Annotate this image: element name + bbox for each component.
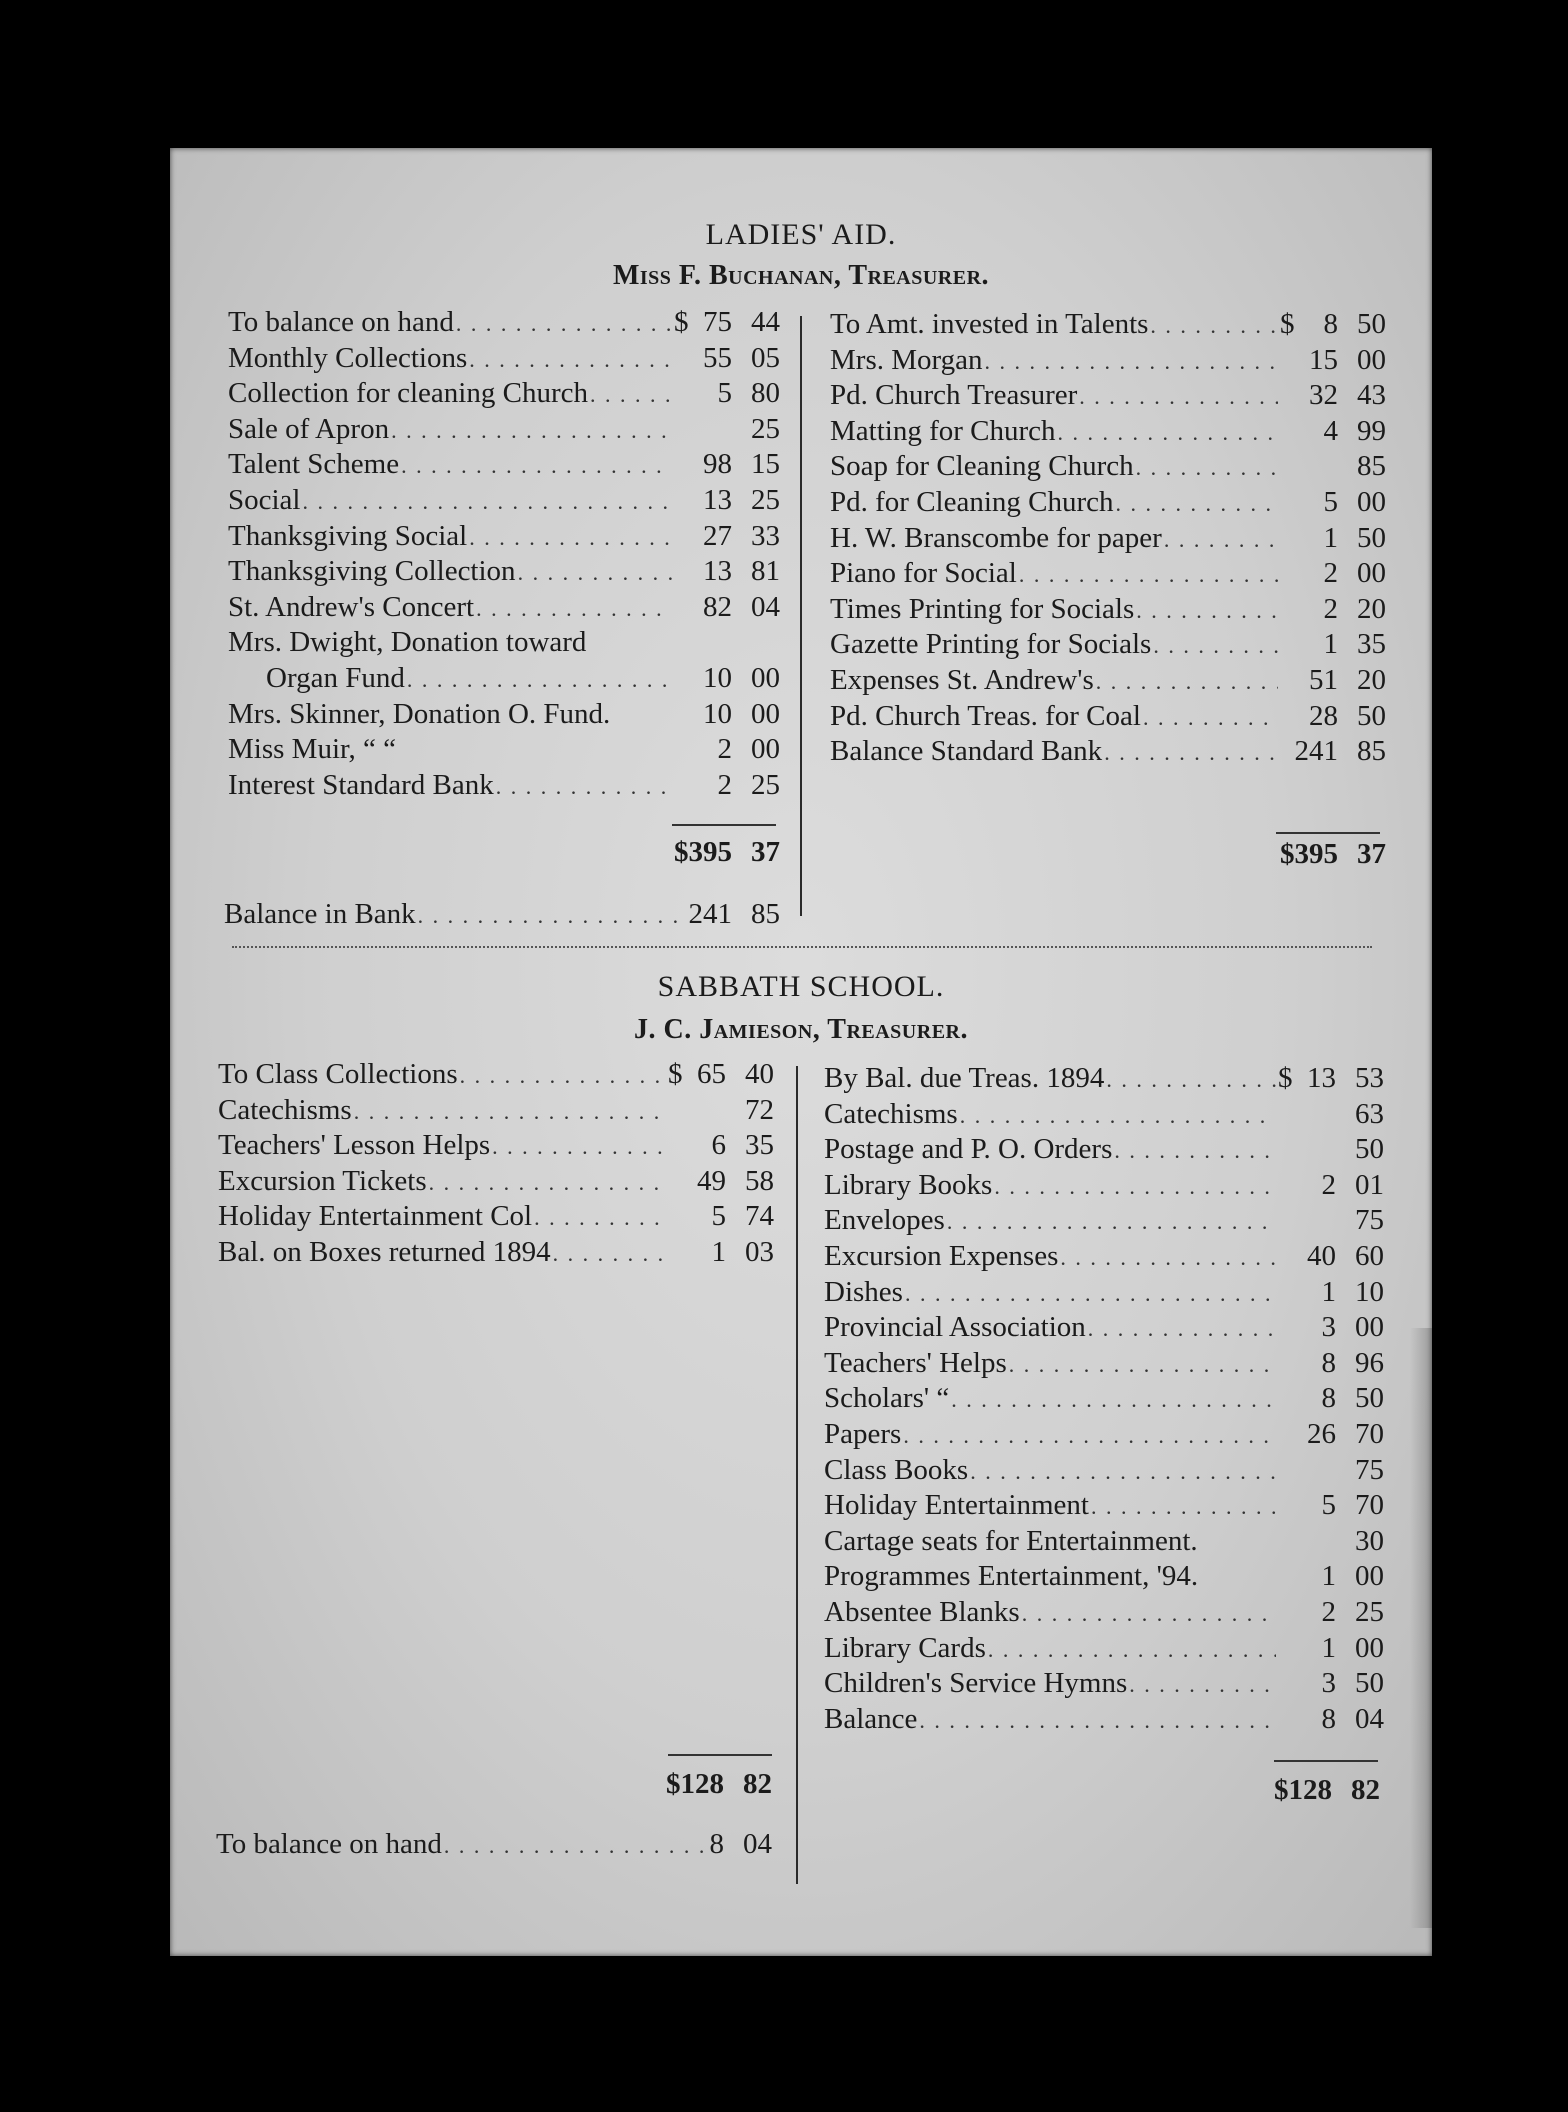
sabbath-school-receipts-total [602,1768,772,1804]
ledger-row-label: Social [228,483,301,516]
leader-dots [303,489,673,515]
ledger-row-label: Bal. on Boxes returned 1894 [218,1235,551,1268]
ledger-row [824,1347,1384,1383]
ledger-row-label: Dishes [824,1275,903,1308]
ledger-row-label: Class Books [824,1453,969,1486]
ledger-row [228,769,780,805]
leader-dots [553,1241,666,1267]
ledger-row-label: Catechisms [824,1097,958,1130]
ledger-row-dollars: 2 [1323,557,1338,590]
ledger-row-cents: 50 [1355,1667,1384,1700]
ledger-row [830,450,1386,486]
page-edge-shadow [1410,1328,1432,1928]
ledger-row-cents: 70 [1355,1417,1384,1450]
ledger-row [830,735,1386,771]
ledger-row-dollars: 1 [711,1235,726,1268]
leader-dots [970,1459,1276,1485]
ledger-row-label: Children's Service Hymns [824,1667,1128,1700]
ledger-row-dollar-sign: $ [1280,308,1295,340]
ledger-row-cents: 10 [1355,1275,1384,1308]
ledger-row-dollars: 8 [1321,1702,1336,1735]
ledger-row-cents: 44 [751,306,780,338]
ledger-row-cents: 04 [751,590,780,623]
leader-dots [1153,633,1278,659]
sabbath-school-treasurer: J. C. Jamieson, Treasurer. [634,1014,968,1045]
ledger-row-cents: 05 [751,341,780,374]
ladies-aid-expenditures-total-rule [1276,832,1380,834]
leader-dots [469,525,672,551]
ledger-row-dollars: 3 [1321,1311,1336,1344]
leader-dots [985,349,1278,375]
ledger-row-cents: 25 [1355,1595,1384,1628]
ledger-row-cents: 33 [751,519,780,552]
document-page [170,148,1432,1956]
ledger-row-cents: 00 [1355,1631,1384,1664]
leader-dots [391,418,672,444]
ledger-row-cents: 85 [1357,450,1386,483]
leader-dots [1106,1067,1276,1093]
leader-dots [1009,1352,1276,1378]
leader-dots [1114,1138,1276,1164]
ledger-row [218,1165,774,1201]
ledger-row-cents: 50 [1355,1382,1384,1415]
leader-dots [354,1099,666,1125]
ledger-row-label: Mrs. Dwight, Donation toward [228,626,587,659]
leader-dots [947,1209,1276,1235]
ledger-row-cents: 01 [1355,1168,1384,1201]
ledger-row-dollars: 10 [703,697,732,730]
ledger-row [830,379,1386,415]
ledger-row-label: Papers [824,1417,902,1450]
ledger-row-label: Catechisms [218,1093,352,1126]
ladies-aid-title: LADIES' AID. [705,218,897,251]
ledger-row-label: Organ Fund [266,661,405,694]
ledger-row-dollars: 2 [717,768,732,801]
ledger-row [824,1240,1384,1276]
ledger-row-cents: 53 [1355,1062,1384,1094]
ledger-row-dollars: 4 [1323,414,1338,447]
ledger-row-label: Piano for Social [830,557,1017,590]
ladies-aid-expenditures-total [1216,838,1386,874]
ledger-row-label: Balance Standard Bank [830,735,1103,768]
ledger-row [228,306,780,342]
ledger-row-dollars: 1 [1321,1560,1336,1593]
leader-dots [1019,562,1278,588]
ledger-row [824,1062,1384,1098]
ledger-row-label: Postage and P. O. Orders [824,1133,1113,1166]
total-amount: $395 [1280,838,1338,870]
ledger-row-label: Teachers' Lesson Helps [218,1129,491,1162]
leader-dots [1088,1316,1276,1342]
ladies-aid-column-divider [800,316,802,916]
ledger-row-dollars: 8 [1321,1346,1336,1379]
ledger-row-dollars: 82 [703,590,732,623]
leader-dots [994,1174,1276,1200]
ledger-row [830,700,1386,736]
ledger-row-dollars: 1 [1321,1275,1336,1308]
ledger-row [830,557,1386,593]
ledger-row-label: Thanksgiving Social [228,519,468,552]
ledger-row-label: To balance on hand [228,306,454,338]
sabbath-school-balance-line [216,1828,772,1864]
ledger-row-dollars: 1 [1323,628,1338,661]
ledger-row [824,1133,1384,1169]
ledger-row-cents: 04 [1355,1702,1384,1735]
ledger-row-dollars: 13 [1307,1062,1336,1094]
ledger-row-dollar-sign: $ [1278,1062,1293,1094]
ledger-row-label: Pd. for Cleaning Church [830,485,1114,518]
leader-dots [1060,1245,1276,1271]
ledger-row-label: Cartage seats for Entertainment. [824,1524,1198,1557]
ledger-row-dollars: 15 [1309,343,1338,376]
ledger-row [218,1094,774,1130]
ledger-row-cents: 40 [745,1058,774,1090]
ledger-row [824,1418,1384,1454]
ledger-row [824,1667,1384,1703]
leader-dots [1022,1601,1276,1627]
leader-dots [496,774,672,800]
ladies-aid-treasurer: Miss F. Buchanan, Treasurer. [612,260,990,291]
ledger-row-label: Matting for Church [830,414,1056,447]
leader-dots [401,453,672,479]
balance-cents: 04 [743,1828,772,1860]
ledger-row [228,733,780,769]
ledger-row-cents: 30 [1355,1524,1384,1557]
ledger-row-label: Teachers' Helps [824,1346,1007,1379]
balance-cents: 85 [751,898,780,930]
ladies-aid-receipts-total-rule [672,824,776,826]
ledger-row-label: Soap for Cleaning Church [830,450,1134,483]
ledger-row-label: Monthly Collections [228,341,468,374]
ledger-row-dollars: 98 [703,448,732,481]
leader-dots [518,560,672,586]
ledger-row-label: Absentee Blanks [824,1595,1020,1628]
sabbath-school-receipts [218,1058,774,1272]
ledger-row-cents: 00 [1357,485,1386,518]
ledger-row-dollars: 1 [1323,521,1338,554]
leader-dots [1116,491,1278,517]
ledger-row [228,591,780,627]
total-cents: 82 [1351,1774,1380,1806]
leader-dots [951,1387,1276,1413]
balance-label: Balance in Bank [224,898,416,930]
ledger-row-cents: 50 [1355,1133,1384,1166]
ledger-row [824,1169,1384,1205]
sabbath-school-expenditures-total-rule [1274,1760,1378,1762]
ledger-row-dollars: 55 [703,341,732,374]
ladies-aid-balance-line [224,898,780,934]
ledger-row-cents: 35 [1357,628,1386,661]
leader-dots [1136,598,1278,624]
leader-dots [919,1708,1276,1734]
ledger-row-cents: 60 [1355,1239,1384,1272]
leader-dots [1091,1494,1276,1520]
ladies-aid-receipts [228,306,780,804]
ladies-aid-expenditures [830,308,1386,771]
ledger-row-cents: 43 [1357,379,1386,412]
ledger-row-cents: 00 [1357,343,1386,376]
ledger-row-label: Expenses St. Andrew's [830,663,1094,696]
ledger-row-dollars: 241 [1294,735,1338,768]
leader-dots [590,382,672,408]
ledger-row-cents: 80 [751,377,780,410]
ledger-row-dollars: 27 [703,519,732,552]
total-amount: $395 [674,836,732,868]
ledger-row [830,628,1386,664]
ledger-row-cents: 00 [751,661,780,694]
ledger-row-dollars: 2 [717,733,732,766]
ledger-row-label: Times Printing for Socials [830,592,1135,625]
total-amount: $128 [666,1768,724,1800]
ledger-row-cents: 70 [1355,1489,1384,1522]
ledger-row [830,308,1386,344]
ledger-row-cents: 58 [745,1164,774,1197]
leader-dots [1129,1672,1276,1698]
ledger-row-dollars: 5 [1323,485,1338,518]
ledger-row-cents: 00 [751,733,780,766]
leader-dots [1079,384,1278,410]
ledger-row-label: Excursion Expenses [824,1239,1059,1272]
sabbath-school-expenditures-total [1210,1774,1380,1810]
ledger-row-label: Interest Standard Bank [228,768,494,801]
ledger-row-dollars: 1 [1321,1631,1336,1664]
total-amount: $128 [1274,1774,1332,1806]
ledger-row [824,1489,1384,1525]
total-cents: 37 [751,836,780,868]
ledger-row-cents: 25 [751,768,780,801]
ledger-row-cents: 35 [745,1129,774,1162]
ledger-row-label: To Amt. invested in Talents [830,308,1149,340]
leader-dots [905,1281,1276,1307]
sabbath-school-column-divider [796,1066,798,1884]
ledger-row-label: Excursion Tickets [218,1164,427,1197]
ledger-row-cents: 81 [751,555,780,588]
ledger-row-cents: 50 [1357,521,1386,554]
ledger-row-label: Scholars' “ [824,1382,950,1415]
leader-dots [1058,420,1278,446]
total-cents: 37 [1357,838,1386,870]
ledger-row-cents: 96 [1355,1346,1384,1379]
sabbath-school-title: SABBATH SCHOOL. [657,970,945,1003]
ledger-row-cents: 72 [745,1093,774,1126]
ledger-row [830,415,1386,451]
ledger-row-label: Mrs. Skinner, Donation O. Fund. [228,697,611,730]
ledger-row-cents: 20 [1357,663,1386,696]
ledger-row-dollars: 28 [1309,699,1338,732]
ledger-row-cents: 00 [1355,1311,1384,1344]
ledger-row-dollars: 2 [1321,1168,1336,1201]
ledger-row-label: Thanksgiving Collection [228,555,516,588]
ledger-row [830,664,1386,700]
ledger-row-label: Envelopes [824,1204,945,1237]
leader-dots [1096,669,1278,695]
ledger-row [228,555,780,591]
ledger-row [824,1382,1384,1418]
ledger-row-dollars: 2 [1323,592,1338,625]
ledger-row-label: Collection for cleaning Church [228,377,588,410]
ledger-row [228,448,780,484]
ledger-row [228,698,780,734]
ledger-row-dollars: 65 [697,1058,726,1090]
leader-dots [903,1423,1276,1449]
ledger-row [218,1058,774,1094]
leader-dots [456,311,672,337]
ledger-row-dollars: 49 [697,1164,726,1197]
ledger-row-dollars: 2 [1321,1595,1336,1628]
ledger-row [830,593,1386,629]
ledger-row-cents: 63 [1355,1097,1384,1130]
leader-dots [492,1134,666,1160]
ladies-aid-receipts-total [610,836,780,872]
ledger-row [824,1596,1384,1632]
ledger-row [830,522,1386,558]
total-cents: 82 [743,1768,772,1800]
ledger-row-dollars: 6 [711,1129,726,1162]
ledger-row-dollars: 13 [703,555,732,588]
ledger-row [824,1204,1384,1240]
ledger-row [824,1632,1384,1668]
ledger-row-label: Talent Scheme [228,448,400,481]
balance-amount: 8 [709,1828,724,1860]
ledger-row-cents: 20 [1357,592,1386,625]
ledger-row-dollar-sign: $ [674,306,689,338]
ledger-row [824,1098,1384,1134]
ledger-row-cents: 00 [1357,557,1386,590]
leader-dots [534,1205,666,1231]
ledger-row-label: Programmes Entertainment, '94. [824,1560,1199,1593]
ledger-row-dollars: 3 [1321,1667,1336,1700]
ledger-row-label: Pd. Church Treas. for Coal [830,699,1141,732]
ledger-row-label: Balance [824,1702,918,1735]
ledger-row-dollars: 40 [1307,1239,1336,1272]
ledger-row-label: Sale of Apron [228,412,390,445]
ledger-row-dollars: 5 [717,377,732,410]
ledger-row-cents: 25 [751,412,780,445]
ledger-row [824,1560,1384,1596]
leader-dots [407,667,672,693]
ledger-row-dollars: 51 [1309,663,1338,696]
ledger-row-dollars: 13 [703,483,732,516]
ledger-row-cents: 00 [1355,1560,1384,1593]
leader-dots [429,1170,666,1196]
ledger-row [824,1525,1384,1561]
ledger-row-cents: 25 [751,483,780,516]
leader-dots [1143,705,1278,731]
section-divider [232,946,1372,948]
leader-dots [1136,455,1278,481]
ledger-row-label: Miss Muir, “ “ [228,733,396,766]
ledger-row-dollars: 10 [703,661,732,694]
ledger-row [824,1276,1384,1312]
ledger-row-cents: 50 [1357,308,1386,340]
ledger-row [824,1703,1384,1739]
ledger-row-dollars: 75 [703,306,732,338]
leader-dots [1150,313,1278,339]
leader-dots [469,347,672,373]
ledger-row-dollars: 32 [1309,379,1338,412]
ledger-row-label: H. W. Branscombe for paper [830,521,1162,554]
ledger-row [228,377,780,413]
ledger-row-cents: 75 [1355,1204,1384,1237]
ledger-row-label: Provincial Association [824,1311,1086,1344]
ledger-row [228,520,780,556]
ledger-row-cents: 03 [745,1235,774,1268]
ledger-row-label: Holiday Entertainment Col [218,1200,533,1233]
ledger-row [830,344,1386,380]
sabbath-school-expenditures [824,1062,1384,1738]
ledger-row-label: By Bal. due Treas. 1894 [824,1062,1105,1094]
ledger-row [228,626,780,662]
ledger-row-dollar-sign: $ [668,1058,683,1090]
ledger-row-label: To Class Collections [218,1058,458,1090]
ledger-row-cents: 00 [751,697,780,730]
ledger-row-label: Library Books [824,1168,993,1201]
ledger-row-dollars: 8 [1323,308,1338,340]
leader-dots [988,1637,1276,1663]
ledger-row-dollars: 26 [1307,1417,1336,1450]
ledger-row-dollars: 8 [1321,1382,1336,1415]
ledger-row [228,342,780,378]
ledger-row [218,1236,774,1272]
balance-amount: 241 [688,898,732,930]
balance-label: To balance on hand [216,1828,442,1860]
ledger-row-cents: 50 [1357,699,1386,732]
ledger-row [228,413,780,449]
leader-dots [460,1063,666,1089]
ledger-row-label: Holiday Entertainment [824,1489,1089,1522]
ledger-row-cents: 74 [745,1200,774,1233]
ledger-row-cents: 15 [751,448,780,481]
ledger-row [218,1200,774,1236]
leader-dots [1164,527,1278,553]
ledger-row-cents: 99 [1357,414,1386,447]
ledger-row [218,1129,774,1165]
leader-dots [476,596,672,622]
ledger-row-label: Library Cards [824,1631,986,1664]
leader-dots [960,1103,1276,1129]
ledger-row-label: St. Andrew's Concert [228,590,475,623]
ledger-row-dollars: 5 [1321,1489,1336,1522]
ledger-row-label: Pd. Church Treasurer [830,379,1078,412]
ledger-row-cents: 75 [1355,1453,1384,1486]
ledger-row [228,484,780,520]
ledger-row-cents: 85 [1357,735,1386,768]
ledger-row [830,486,1386,522]
ledger-row [824,1311,1384,1347]
ledger-row-dollars: 5 [711,1200,726,1233]
sabbath-school-receipts-total-rule [668,1754,772,1756]
ledger-row-label: Gazette Printing for Socials [830,628,1152,661]
leader-dots [1104,740,1278,766]
ledger-row [824,1454,1384,1490]
ledger-row [228,662,780,698]
ledger-row-label: Mrs. Morgan [830,343,983,376]
